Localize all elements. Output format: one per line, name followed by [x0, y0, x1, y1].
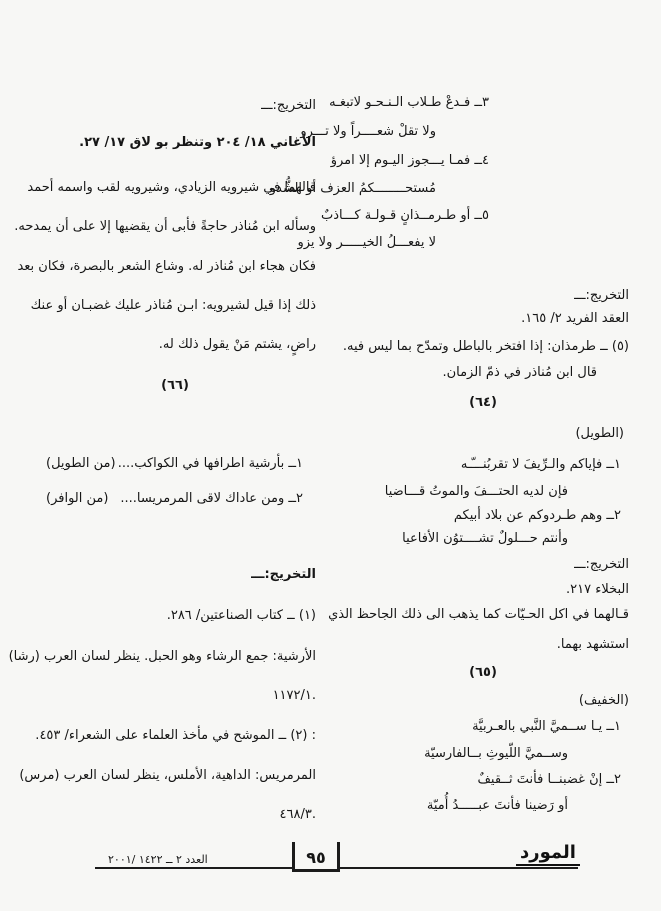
- fragment-meter: (من الوافر): [46, 491, 109, 506]
- comment-line: قـالهما في اكل الحـيّات كما يذهب الى ذلك الجاحظ الذي: [328, 607, 629, 622]
- paragraph-line: قالهما في شيرويه الزيادي، وشيرويه لقب واسمه أحمد: [27, 180, 316, 195]
- footnote: : (٢) ــ الموشح في مأخذ العلماء على الشعراء/ ٤٥٣.: [35, 728, 316, 743]
- takhrij-heading: التخريج:ـــ: [251, 567, 316, 582]
- poem64-verse2-line2: وأنتم حـــلولٌ تشــــتوُن الأفاعيا: [402, 531, 568, 546]
- verse3-line1: ٣ــ فـدعْ طـلاب الـنـحـو لاتبغـه: [329, 95, 489, 110]
- paragraph-line: وسأله ابن مُناذر حاجةً فأبى أن يقضيها إلا على أن يمدحه.: [14, 219, 316, 234]
- gloss-line: الأرشية: جمع الرشاء وهو الحبل. ينظر لسان العرب (رشا): [8, 649, 316, 664]
- meter-label: (الخفيف): [578, 693, 629, 708]
- poem64-verse1-line1: ١ــ فإياكم والـرِّيفَ لا تقربُنـــّـه: [460, 457, 621, 472]
- paragraph-line: راضٍ، يشتم مَنْ يقول ذلك له.: [158, 337, 316, 352]
- verse5-line1: ٥ــ أو طـرمــذانٍ قـولـة كـــاذبٌ: [321, 208, 489, 223]
- takhrij-heading: التخريج:ـــ: [261, 98, 316, 113]
- issue-info: العدد ٢ ــ ١٤٢٢ /٢٠٠١: [108, 853, 208, 866]
- poem64-verse1-line2: فإن لديه الحتـــفَ والموتُ قـــاضيا: [384, 484, 568, 499]
- fragment-verse: ٢ــ ومن عاداك لاقى المرمريسا....: [120, 491, 303, 506]
- verse4-line2: مُستحــــــــكمُ العزف أو الشُّدو: [269, 181, 436, 196]
- journal-logo-text: المورد: [520, 842, 576, 863]
- footnote: (١) ــ كتاب الصناعتين/ ٢٨٦.: [166, 608, 316, 623]
- poem65-verse1-line2: وســميَّ اللّيوثِ بــالفارسيّة: [424, 746, 568, 761]
- gloss-line: ١١٧٢/١.: [272, 688, 316, 703]
- poem64-verse2-line1: ٢ــ وهم طـردوكم عن بلاد أبيكم: [453, 508, 621, 523]
- poem65-verse2-line1: ٢ــ إنْ غضبنــا فأنتَ ثــقيفٌ: [477, 772, 621, 787]
- paragraph-line: ذلك إذا قيل لشيرويه: ابـن مُناذر عليك غضبـان أو عنك: [30, 298, 316, 313]
- poem65-verse2-line2: أو رَضينا فأنتَ عبـــــدُ أُميّة: [426, 798, 568, 813]
- footer-rule: [95, 867, 295, 869]
- poem-number: (٦٦): [161, 378, 189, 393]
- comment-line: استشهد بهما.: [556, 637, 629, 652]
- takhrij-source: البخلاء ٢١٧.: [566, 582, 629, 597]
- poem-number: (٦٥): [469, 665, 497, 680]
- verse4-line1: ٤ــ فمـا يـــجوز اليـوم إلا امرؤ: [330, 153, 489, 168]
- page-number: ٩٥: [306, 848, 326, 867]
- meter-label: (الطويل): [575, 426, 624, 441]
- fragment-meter: (من الطويل): [46, 456, 116, 471]
- poem-number: (٦٤): [469, 395, 497, 410]
- takhrij-source: العقد الفريد ٢/ ١٦٥.: [521, 311, 629, 326]
- takhrij-heading: التخريج:ـــ: [574, 557, 629, 572]
- takhrij-heading: التخريج:ـــ: [574, 288, 629, 303]
- fragment-verse: ١ــ بأرشية اطرافها في الكواكب....: [117, 456, 303, 471]
- journal-logo: [508, 836, 588, 876]
- verse5-line2: لا يفعـــلُ الخيـــــر ولا يزو: [297, 235, 436, 250]
- poem65-verse1-line1: ١ــ يـا ســميَّ النَّبي بالعـربيَّة: [472, 719, 621, 734]
- intro-text: قال ابن مُناذر في ذمّ الزمان.: [442, 365, 597, 380]
- gloss-line: المرمريس: الداهية، الأملس، ينظر لسان العرب (مرس): [19, 768, 316, 783]
- footnote: (٥) ــ طرمذان: إذا افتخر بالباطل وتمدّح بما ليس فيه.: [342, 339, 629, 354]
- gloss-line: ٤٦٨/٣.: [279, 807, 316, 822]
- source-reference: الأغاني ١٨/ ٢٠٤ وتنظر بو لاق ١٧/ ٢٧.: [79, 135, 316, 150]
- verse3-line2: ولا تقلْ شعــــراً ولا تـــرو: [300, 124, 436, 139]
- paragraph-line: فكان هجاء ابن مُناذر له. وشاع الشعر بالبصرة، فكان بعد: [17, 259, 316, 274]
